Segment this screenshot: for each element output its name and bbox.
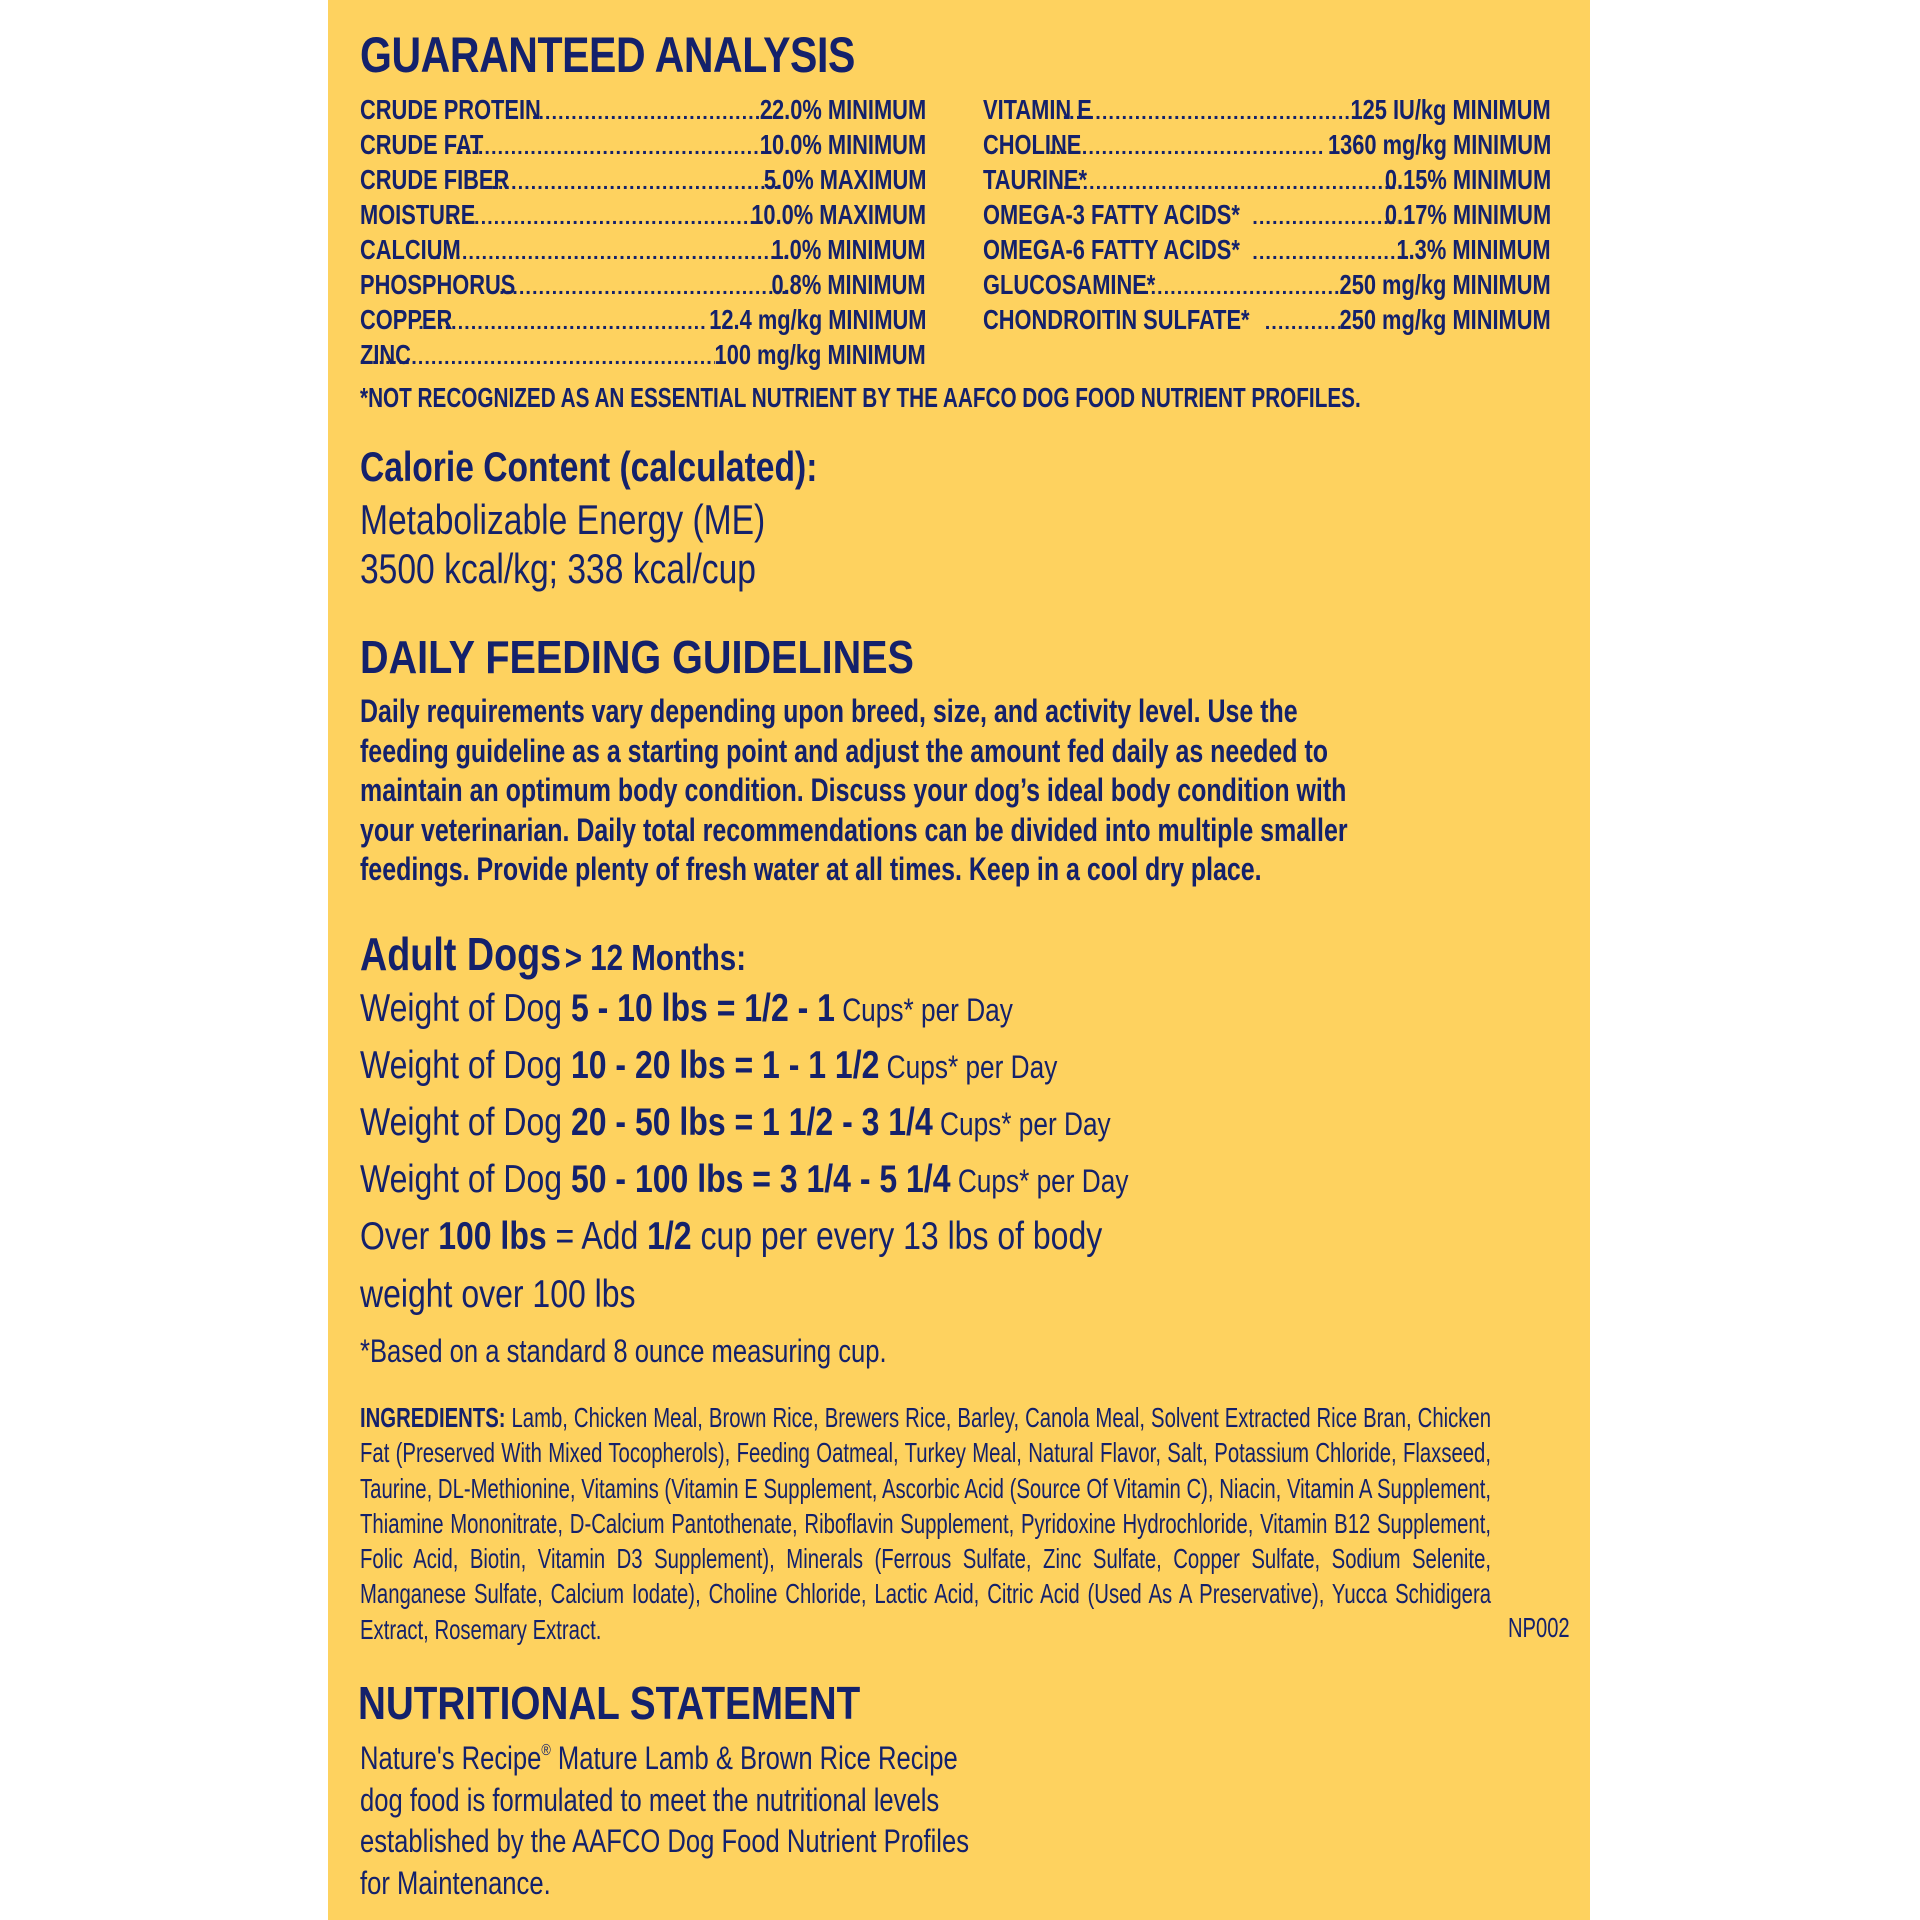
product-code: NP002 — [1507, 1612, 1570, 1643]
nutrient-value: 10.0% MAXIMUM — [751, 199, 926, 230]
ingredients-label: INGREDIENTS: — [360, 1402, 506, 1433]
feeding-row-label: Weight of Dog — [360, 987, 571, 1030]
nutrient-value: 22.0% MINIMUM — [759, 94, 926, 125]
adult-dogs-heading — [360, 927, 746, 981]
guaranteed-analysis-left-column — [360, 92, 926, 372]
nutrient-value: 1.3% MINIMUM — [1396, 234, 1551, 265]
leader-dots — [1049, 131, 1325, 162]
leader-dots — [429, 236, 788, 267]
daily-feeding-body: Daily requirements vary depending upon breed, size, and activity level. Use the feeding guideline as a starting point and adjust the amount fed daily as needed to maintain an optimum body condition. Discuss your dog’s ideal body condition with your veterinarian. Daily total recommendations can be divided into multiple smaller feedings. Provide plenty of fresh water at all times. Keep in a cool dry place. — [360, 693, 1348, 887]
analysis-row — [360, 302, 926, 337]
feeding-row-unit: Cups* per Day — [879, 1049, 1058, 1085]
leader-dots — [458, 131, 773, 162]
nutrient-value: 0.8% MINIMUM — [771, 269, 926, 300]
analysis-row — [360, 267, 926, 302]
ingredients-list — [360, 1400, 1491, 1647]
feeding-row-label: Weight of Dog — [360, 1044, 571, 1087]
feeding-row-over-100-cont: weight over 100 lbs — [360, 1273, 636, 1316]
brand-name: Nature's Recipe — [360, 1740, 542, 1776]
leader-dots — [491, 166, 777, 197]
nutrient-name: CHONDROITIN SULFATE* — [983, 304, 1250, 335]
nutritional-statement-title: NUTRITIONAL STATEMENT — [358, 1677, 861, 1729]
nutrient-name: MOISTURE — [360, 199, 476, 230]
nutrient-name: CRUDE PROTEIN — [360, 94, 541, 125]
guaranteed-analysis-right-column — [983, 92, 1911, 337]
nutrient-name: VITAMIN E — [983, 94, 1092, 125]
analysis-row — [360, 92, 926, 127]
leader-dots — [1252, 236, 1413, 267]
leader-dots — [532, 96, 773, 127]
nutrient-name: TAURINE* — [983, 164, 1087, 195]
adult-dogs-title: Adult Dogs — [360, 928, 562, 980]
leader-dots — [1144, 271, 1340, 302]
aafco-footnote: *NOT RECOGNIZED AS AN ESSENTIAL NUTRIENT BY THE AAFCO DOG FOOD NUTRIENT PROFILES. — [360, 382, 1361, 413]
daily-feeding-title: DAILY FEEDING GUIDELINES — [360, 631, 914, 683]
analysis-row — [360, 197, 926, 232]
feeding-row-over-100 — [360, 1215, 1102, 1259]
statement-line — [360, 1730, 969, 1780]
statement-line: for Maintenance. — [360, 1864, 551, 1901]
nutrient-value: 125 IU/kg MINIMUM — [1350, 94, 1551, 125]
registered-mark: ® — [541, 1742, 551, 1759]
feeding-row-label: Weight of Dog — [360, 1101, 571, 1144]
leader-dots — [418, 306, 707, 337]
calorie-content-value: 3500 kcal/kg; 338 kcal/cup — [360, 545, 756, 592]
leader-dots — [448, 201, 762, 232]
feeding-row-label: Weight of Dog — [360, 1158, 571, 1201]
feeding-row — [360, 1044, 1057, 1088]
over-amount: 1/2 — [647, 1215, 692, 1258]
ingredients-text: Lamb, Chicken Meal, Brown Rice, Brewers Rice, Barley, Canola Meal, Solvent Extracted Rice Bran, Chicken Fat (Preserved With Mixed Tocopherols), Feeding Oatmeal, Turkey Meal, Natural Flavor, Salt, Potassium Chloride, Flaxseed, Taurine, DL-Methionine, Vitamins (Vitamin E Supplement, Ascorbic Acid (Source Of Vitamin C), Niacin, Vitamin A Supplement, Thiamine Mononitrate, D-Calcium Pantothenate, Riboflavin Supplement, Pyridoxine Hydrochloride, Vitamin B12 Supplement, Folic Acid, Biotin, Vitamin D3 Supplement), Minerals (Ferrous Sulfate, Zinc Sulfate, Copper Sulfate, Sodium Selenite, Manganese Sulfate, Calcium Iodate), Choline Chloride, Lactic Acid, Citric Acid (Used As A Preservative), Yucca Schidigera Extract, Rosemary Extract. — [360, 1402, 1492, 1645]
analysis-row — [983, 197, 1551, 232]
adult-dogs-subtitle: > 12 Months: — [564, 937, 747, 978]
nutrient-value: 1.0% MINIMUM — [771, 234, 926, 265]
leader-dots — [1062, 96, 1354, 127]
feeding-row-amount: 20 - 50 lbs = 1 1/2 - 3 1/4 — [570, 1101, 933, 1144]
leader-dots — [365, 341, 715, 372]
nutrient-name: OMEGA-3 FATTY ACIDS* — [983, 199, 1240, 230]
leader-dots — [1252, 201, 1398, 232]
nutrient-value: 0.17% MINIMUM — [1384, 199, 1551, 230]
nutrient-name: CRUDE FIBER — [360, 164, 510, 195]
nutrient-value: 12.4 mg/kg MINIMUM — [708, 304, 926, 335]
analysis-row — [360, 337, 926, 372]
calorie-content-line: Metabolizable Energy (ME) — [360, 496, 766, 543]
nutrient-name: GLUCOSAMINE* — [983, 269, 1156, 300]
analysis-row — [983, 162, 1551, 197]
feeding-row-amount: 5 - 10 lbs = 1/2 - 1 — [570, 987, 835, 1030]
nutrient-name: COPPER — [360, 304, 453, 335]
nutrient-name: ZINC — [360, 339, 411, 370]
analysis-row — [360, 232, 926, 267]
leader-dots — [1056, 166, 1398, 197]
statement-line: dog food is formulated to meet the nutritional levels — [360, 1781, 940, 1818]
nutrient-name: CALCIUM — [360, 234, 461, 265]
feeding-row — [360, 987, 1013, 1031]
analysis-row — [983, 267, 1551, 302]
nutrient-name: CRUDE FAT — [360, 129, 484, 160]
feeding-row-unit: Cups* per Day — [834, 992, 1013, 1028]
feeding-row-amount: 10 - 20 lbs = 1 - 1 1/2 — [570, 1044, 880, 1087]
analysis-row — [983, 92, 1551, 127]
over-text-rest: cup per every 13 lbs of body — [691, 1215, 1103, 1258]
feeding-row-amount: 50 - 100 lbs = 3 1/4 - 5 1/4 — [570, 1158, 951, 1201]
nutrient-value: 1360 mg/kg MINIMUM — [1327, 129, 1551, 160]
leader-dots — [1265, 306, 1341, 337]
nutrient-value: 5.0% MAXIMUM — [763, 164, 926, 195]
nutrient-value: 10.0% MINIMUM — [759, 129, 926, 160]
analysis-row — [360, 127, 926, 162]
calorie-content-title: Calorie Content (calculated): — [360, 443, 818, 490]
product-name: Mature Lamb & Brown Rice Recipe — [550, 1740, 958, 1776]
nutrient-value: 100 mg/kg MINIMUM — [714, 339, 926, 370]
analysis-row — [983, 127, 1551, 162]
guaranteed-analysis-title: GUARANTEED ANALYSIS — [360, 27, 855, 83]
nutrient-value: 250 mg/kg MINIMUM — [1339, 269, 1551, 300]
over-weight: 100 lbs — [438, 1215, 547, 1258]
nutrient-value: 250 mg/kg MINIMUM — [1339, 304, 1551, 335]
analysis-row — [983, 232, 1551, 267]
over-text: = Add — [546, 1215, 648, 1258]
nutritional-statement-body — [360, 1730, 969, 1904]
analysis-row — [360, 162, 926, 197]
over-label: Over — [360, 1215, 439, 1258]
feeding-row-unit: Cups* per Day — [950, 1163, 1129, 1199]
nutrient-name: PHOSPHORUS — [360, 269, 516, 300]
nutrient-name: CHOLINE — [983, 129, 1082, 160]
statement-line: established by the AAFCO Dog Food Nutrient Profiles — [360, 1823, 970, 1859]
feeding-row — [360, 1101, 1111, 1145]
leader-dots — [499, 271, 788, 302]
nutrient-name: OMEGA-6 FATTY ACIDS* — [983, 234, 1240, 265]
analysis-row — [983, 302, 1551, 337]
nutrient-value: 0.15% MINIMUM — [1384, 164, 1551, 195]
feeding-row — [360, 1158, 1128, 1202]
feeding-row-unit: Cups* per Day — [932, 1106, 1111, 1142]
measuring-cup-footnote: *Based on a standard 8 ounce measuring cup. — [360, 1333, 887, 1369]
